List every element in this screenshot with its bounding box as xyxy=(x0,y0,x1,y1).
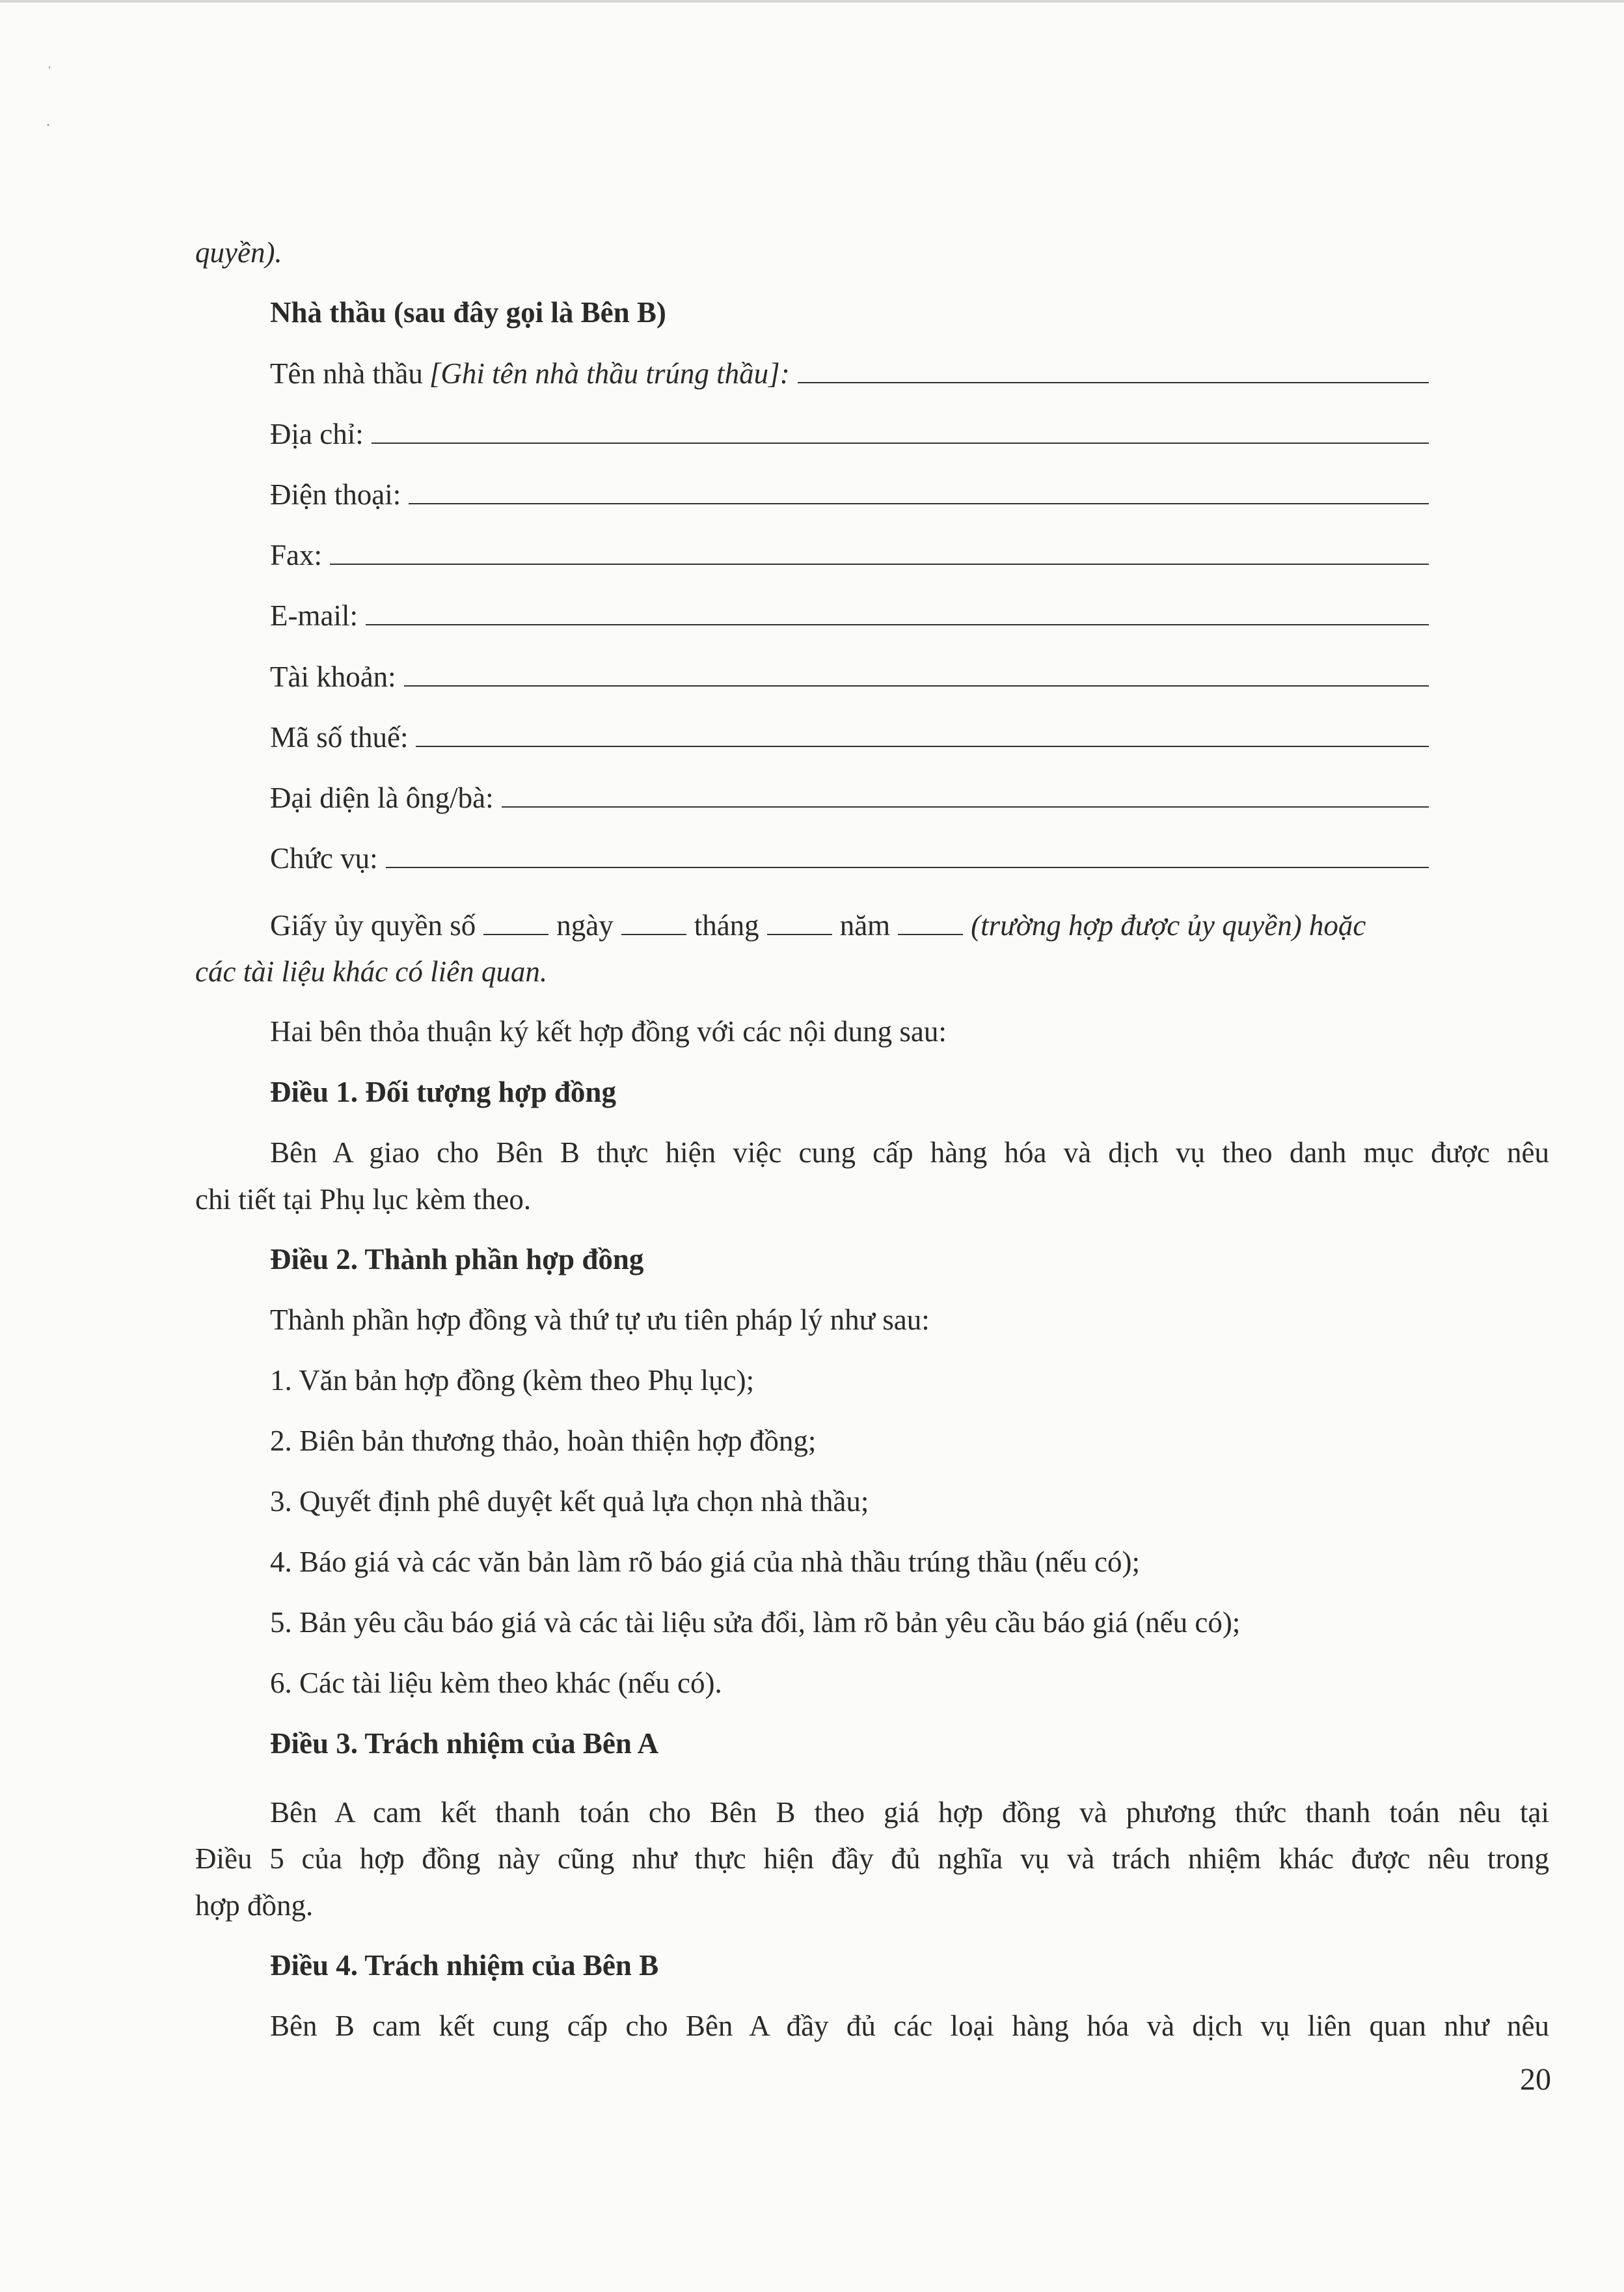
article-1-heading: Điều 1. Đối tượng hợp đồng xyxy=(270,1076,616,1108)
field-account xyxy=(270,657,1429,696)
article-1-text: Bên A giao cho Bên B thực hiện việc cung cấp hàng hóa và dịch vụ theo danh mục được nêu xyxy=(270,1136,1549,1169)
blank-number xyxy=(483,910,548,935)
blank-month xyxy=(767,910,832,935)
page-top-edge xyxy=(0,0,1624,3)
list-item: 5. Bản yêu cầu báo giá và các tài liệu sửa đổi, làm rõ bản yêu cầu báo giá (nếu có); xyxy=(270,1606,1241,1639)
list-item: 3. Quyết định phê duyệt kết quả lựa chọn nhà thầu; xyxy=(270,1485,869,1518)
list-item: 1. Văn bản hợp đồng (kèm theo Phụ lục); xyxy=(270,1364,755,1397)
field-address xyxy=(270,415,1429,454)
auth-year-label: năm xyxy=(839,909,891,942)
field-label: Tên nhà thầu xyxy=(270,357,423,390)
article-3-text-cont: Điều 5 của hợp đồng này cũng như thực hiện đầy đủ nghĩa vụ và trách nhiệm khác được nêu trong xyxy=(195,1842,1549,1875)
field-fax xyxy=(270,536,1429,575)
top-fragment: quyền). xyxy=(195,236,282,269)
auth-note: (trường hợp được ủy quyền) hoặc xyxy=(971,909,1366,942)
field-label: Địa chỉ: xyxy=(270,418,364,450)
field-email xyxy=(270,596,1429,635)
blank-line xyxy=(372,419,1429,444)
article-3-text-end: hợp đồng. xyxy=(195,1889,314,1922)
article-4-text: Bên B cam kết cung cấp cho Bên A đầy đủ các loại hàng hóa và dịch vụ liên quan như nêu xyxy=(270,2010,1549,2042)
blank-line xyxy=(404,662,1429,687)
contractor-heading: Nhà thầu (sau đây gọi là Bên B) xyxy=(270,296,666,329)
field-label: Điện thoại: xyxy=(270,478,401,511)
blank-day xyxy=(621,910,686,935)
field-label: Tài khoản: xyxy=(270,661,396,693)
authorization-line xyxy=(270,906,1546,945)
blank-line xyxy=(416,722,1429,747)
article-4-heading: Điều 4. Trách nhiệm của Bên B xyxy=(270,1949,659,1982)
field-label: E-mail: xyxy=(270,599,358,632)
blank-line xyxy=(502,783,1429,808)
field-label: Chức vụ: xyxy=(270,842,378,875)
auth-month-label: tháng xyxy=(694,909,759,942)
agreement-intro: Hai bên thỏa thuận ký kết hợp đồng với các nội dung sau: xyxy=(270,1015,947,1048)
blank-line xyxy=(798,359,1429,383)
auth-label: Giấy ủy quyền số xyxy=(270,909,476,942)
list-item: 4. Báo giá và các văn bản làm rõ báo giá của nhà thầu trúng thầu (nếu có); xyxy=(270,1546,1140,1578)
field-contractor-name xyxy=(270,354,1429,393)
blank-line xyxy=(366,601,1429,625)
scan-speck: ˌ xyxy=(47,52,52,69)
article-2-heading: Điều 2. Thành phần hợp đồng xyxy=(270,1243,644,1276)
scan-speck: · xyxy=(46,117,51,134)
field-label: Mã số thuế: xyxy=(270,721,409,754)
list-item: 2. Biên bản thương thảo, hoàn thiện hợp đồng; xyxy=(270,1425,817,1457)
field-representative xyxy=(270,778,1429,817)
blank-line xyxy=(386,843,1429,868)
list-item: 6. Các tài liệu kèm theo khác (nếu có). xyxy=(270,1667,722,1699)
auth-day-label: ngày xyxy=(556,909,614,942)
blank-line xyxy=(409,480,1429,504)
article-3-text: Bên A cam kết thanh toán cho Bên B theo giá hợp đồng và phương thức thanh toán nêu tại xyxy=(270,1796,1549,1829)
authorization-note-cont: các tài liệu khác có liên quan. xyxy=(195,955,548,988)
field-label: Fax: xyxy=(270,539,323,571)
field-label: Đại diện là ông/bà: xyxy=(270,782,494,814)
field-position xyxy=(270,839,1429,878)
article-2-intro: Thành phần hợp đồng và thứ tự ưu tiên pháp lý như sau: xyxy=(270,1303,930,1336)
article-3-heading: Điều 3. Trách nhiệm của Bên A xyxy=(270,1727,659,1760)
blank-year xyxy=(898,910,963,935)
field-phone xyxy=(270,475,1429,514)
field-note: [Ghi tên nhà thầu trúng thầu]: xyxy=(429,357,790,390)
article-1-text-cont: chi tiết tại Phụ lục kèm theo. xyxy=(195,1183,532,1216)
blank-line xyxy=(330,540,1429,565)
page-number: 20 xyxy=(1520,2062,1551,2097)
field-tax-code xyxy=(270,718,1429,757)
